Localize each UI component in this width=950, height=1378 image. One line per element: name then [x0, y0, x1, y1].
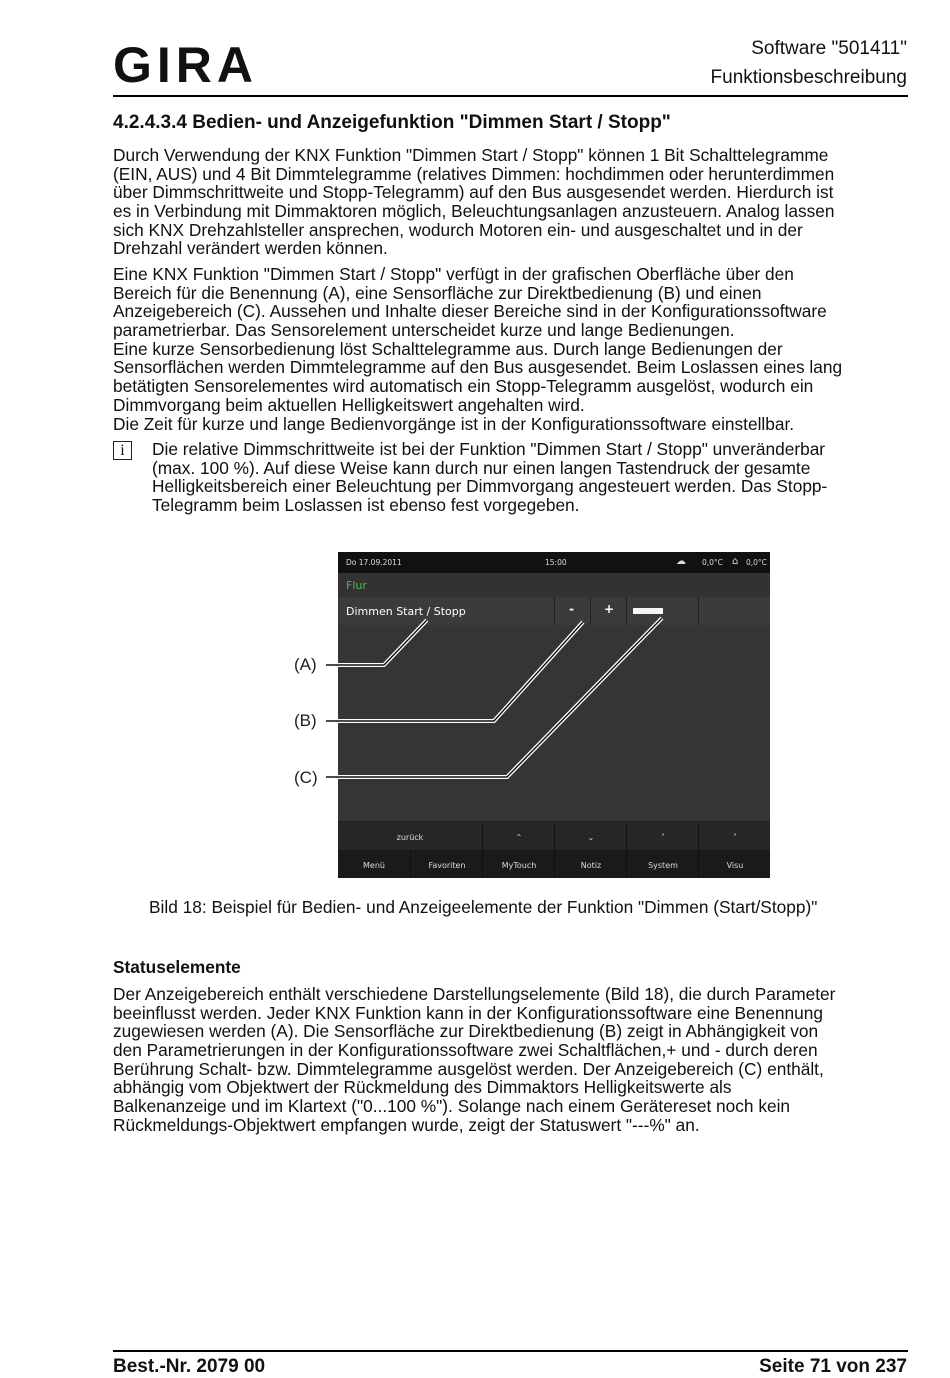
status-bar [338, 552, 770, 573]
nav-menu[interactable] [338, 850, 410, 878]
main-nav-bar [338, 850, 770, 878]
text-line: betätigten Sensorelementes wird automatisch ein Stopp-Telegramm ausgelöst, wodurch ein [113, 376, 814, 397]
text-line: Anzeigebereich (C). Aussehen und Inhalte dieser Bereiche sind in der Konfigurationssoftware [113, 301, 827, 322]
empty-row [338, 681, 770, 710]
nav-notiz[interactable] [554, 850, 627, 878]
text-line: es in Verbindung mit Dimmaktoren möglich, Beleuchtungsanlagen anzusteuern. Analog lassen [113, 201, 835, 222]
text-line: Telegramm beim Loslassen ist ebenso fest vorgegeben. [152, 495, 580, 516]
text-line: Sensorflächen werden Dimmtelegramme auf den Bus ausgesendet. Beim Loslassen eines lang [113, 357, 843, 378]
callout-b: (B) [294, 711, 317, 730]
back-button[interactable] [338, 822, 482, 850]
text-line: Der Anzeigebereich enthält verschiedene Darstellungselemente (Bild 18), die durch Parameter [113, 984, 836, 1004]
paragraph-3 [113, 985, 913, 1135]
callout-c: (C) [294, 768, 318, 787]
software-label: Software "501411" [751, 38, 907, 59]
brightness-display [626, 597, 699, 625]
minus-button[interactable] [554, 597, 591, 625]
nav-favoriten[interactable] [410, 850, 483, 878]
brightness-bar [633, 608, 663, 614]
time-label: 15:00 [545, 558, 567, 567]
nav-label: System [648, 861, 678, 870]
empty-row [338, 709, 770, 738]
nav-label: Menü [363, 861, 385, 870]
indoor-temp: 0,0°C [746, 558, 767, 567]
minus-label: - [569, 602, 574, 616]
text-line: Berührung Schalt- bzw. Dimmtelegramme ausgelöst werden. Der Anzeigebereich (C) enthält, [113, 1058, 824, 1079]
text-line: Balkenanzeige und im Klartext ("0...100 %"). Solange nach einem Gerätereset noch kein [113, 1096, 791, 1117]
order-number: Best.-Nr. 2079 00 [113, 1356, 266, 1377]
info-note [152, 440, 827, 515]
text-line: Helligkeitsbereich einer Beleuchtung per Dimmvorgang angesteuert werden. Das Stopp- [152, 476, 828, 497]
info-icon: i [113, 441, 132, 460]
text-line: über Dimmschrittweite und Stopp-Telegramm) auf den Bus ausgesendet werden. Hierdurch ist [113, 182, 834, 203]
nav-label: Favoriten [428, 861, 466, 870]
doc-type-label: Funktionsbeschreibung [710, 67, 907, 88]
empty-row [338, 625, 770, 654]
empty-row [338, 737, 770, 766]
section-title: 4.2.4.3.4 Bedien- und Anzeigefunktion "Dimmen Start / Stopp" [113, 112, 671, 133]
empty-row [338, 793, 770, 822]
text-line: beeinflusst werden. Jeder KNX Funktion kann in der Konfigurationssoftware eine Benennung [113, 1002, 823, 1023]
sub-nav-bar [338, 822, 770, 850]
text-line: den Parametrierungen in der Konfigurationssoftware zwei Schaltflächen,+ und - durch deren [113, 1040, 818, 1061]
text-line: Die Zeit für kurze und lange Bedienvorgänge ist in der Konfigurationssoftware einstellbar. [113, 413, 795, 434]
empty-row [338, 653, 770, 682]
nav-mytouch[interactable] [482, 850, 555, 878]
text-line: zugewiesen werden (A). Die Sensorfläche zur Direktbedienung (B) zeigt in Abhängigkeit von [113, 1021, 819, 1042]
dimmen-row[interactable] [338, 597, 770, 626]
function-label: Dimmen Start / Stopp [346, 605, 466, 618]
nav-label: Notiz [580, 861, 602, 870]
gira-logo: GIRA [113, 37, 258, 93]
scroll-up-button[interactable]: ˄ [626, 822, 699, 850]
plus-label: + [604, 602, 615, 616]
page-up-fast-button[interactable]: ⌃ [482, 822, 555, 850]
page-number: Seite 71 von 237 [759, 1356, 907, 1377]
document-header [711, 34, 907, 92]
text-line: Drehzahl verändert werden können. [113, 238, 388, 259]
paragraph-2 [113, 265, 913, 433]
outdoor-temp: 0,0°C [702, 558, 723, 567]
nav-visu[interactable] [698, 850, 771, 878]
function-list [338, 597, 770, 822]
empty-row [338, 765, 770, 794]
home-icon: ⌂ [732, 556, 739, 567]
scroll-down-button[interactable]: ˅ [698, 822, 771, 850]
text-line: abhängig vom Objektwert der Rückmeldung des Dimmaktors Helligkeitswerte als [113, 1077, 732, 1098]
header-rule [113, 95, 908, 97]
date-label: Do 17.09.2011 [346, 558, 402, 567]
nav-system[interactable] [626, 850, 699, 878]
text-line: parametrierbar. Das Sensorelement unterscheidet kurze und lange Bedienungen. [113, 320, 735, 341]
back-label: zurück [396, 833, 424, 842]
room-header [338, 573, 770, 597]
text-line: Durch Verwendung der KNX Funktion "Dimmen Start / Stopp" können 1 Bit Schalttelegramme [113, 145, 829, 165]
figure-caption: Bild 18: Beispiel für Bedien- und Anzeigeelemente der Funktion "Dimmen (Start/Stopp)" [149, 897, 818, 917]
room-name: Flur [346, 579, 367, 592]
text-line: Rückmeldungs-Objektwert empfangen wurde, zeigt der Statuswert "---%" an. [113, 1114, 700, 1135]
text-line: Eine kurze Sensorbedienung löst Schalttelegramme aus. Durch lange Bedienungen der [113, 338, 783, 359]
text-line: (EIN, AUS) und 4 Bit Dimmtelegramme (relatives Dimmen: hochdimmen oder herunterdimmen [113, 163, 835, 184]
page-down-fast-button[interactable]: ⌄ [554, 822, 627, 850]
footer-rule [113, 1350, 908, 1352]
plus-button[interactable] [590, 597, 627, 625]
callout-a: (A) [294, 655, 317, 674]
text-line: sich KNX Drehzahlsteller ansprechen, wodurch Motoren ein- und ausgeschaltet und in der [113, 219, 803, 240]
nav-label: Visu [726, 861, 744, 870]
figure-dimmen-screenshot [250, 544, 772, 878]
text-line: (max. 100 %). Auf diese Weise kann durch nur einen langen Tastendruck der gesamte [152, 457, 811, 478]
paragraph-1 [113, 146, 913, 258]
text-line: Dimmvorgang beim aktuellen Helligkeitswert angehalten wird. [113, 394, 585, 415]
weather-icon: ☁ [676, 556, 686, 567]
device-screen [338, 552, 770, 878]
nav-label: MyTouch [501, 861, 537, 870]
text-line: Eine KNX Funktion "Dimmen Start / Stopp" verfügt in der grafischen Oberfläche über den [113, 264, 794, 284]
empty-cell [698, 597, 771, 625]
text-line: Bereich für die Benennung (A), eine Sensorfläche zur Direktbedienung (B) und einen [113, 282, 762, 303]
subheading: Statuselemente [113, 957, 241, 977]
text-line: Die relative Dimmschrittweite ist bei der Funktion "Dimmen Start / Stopp" unveränderbar [152, 439, 826, 459]
